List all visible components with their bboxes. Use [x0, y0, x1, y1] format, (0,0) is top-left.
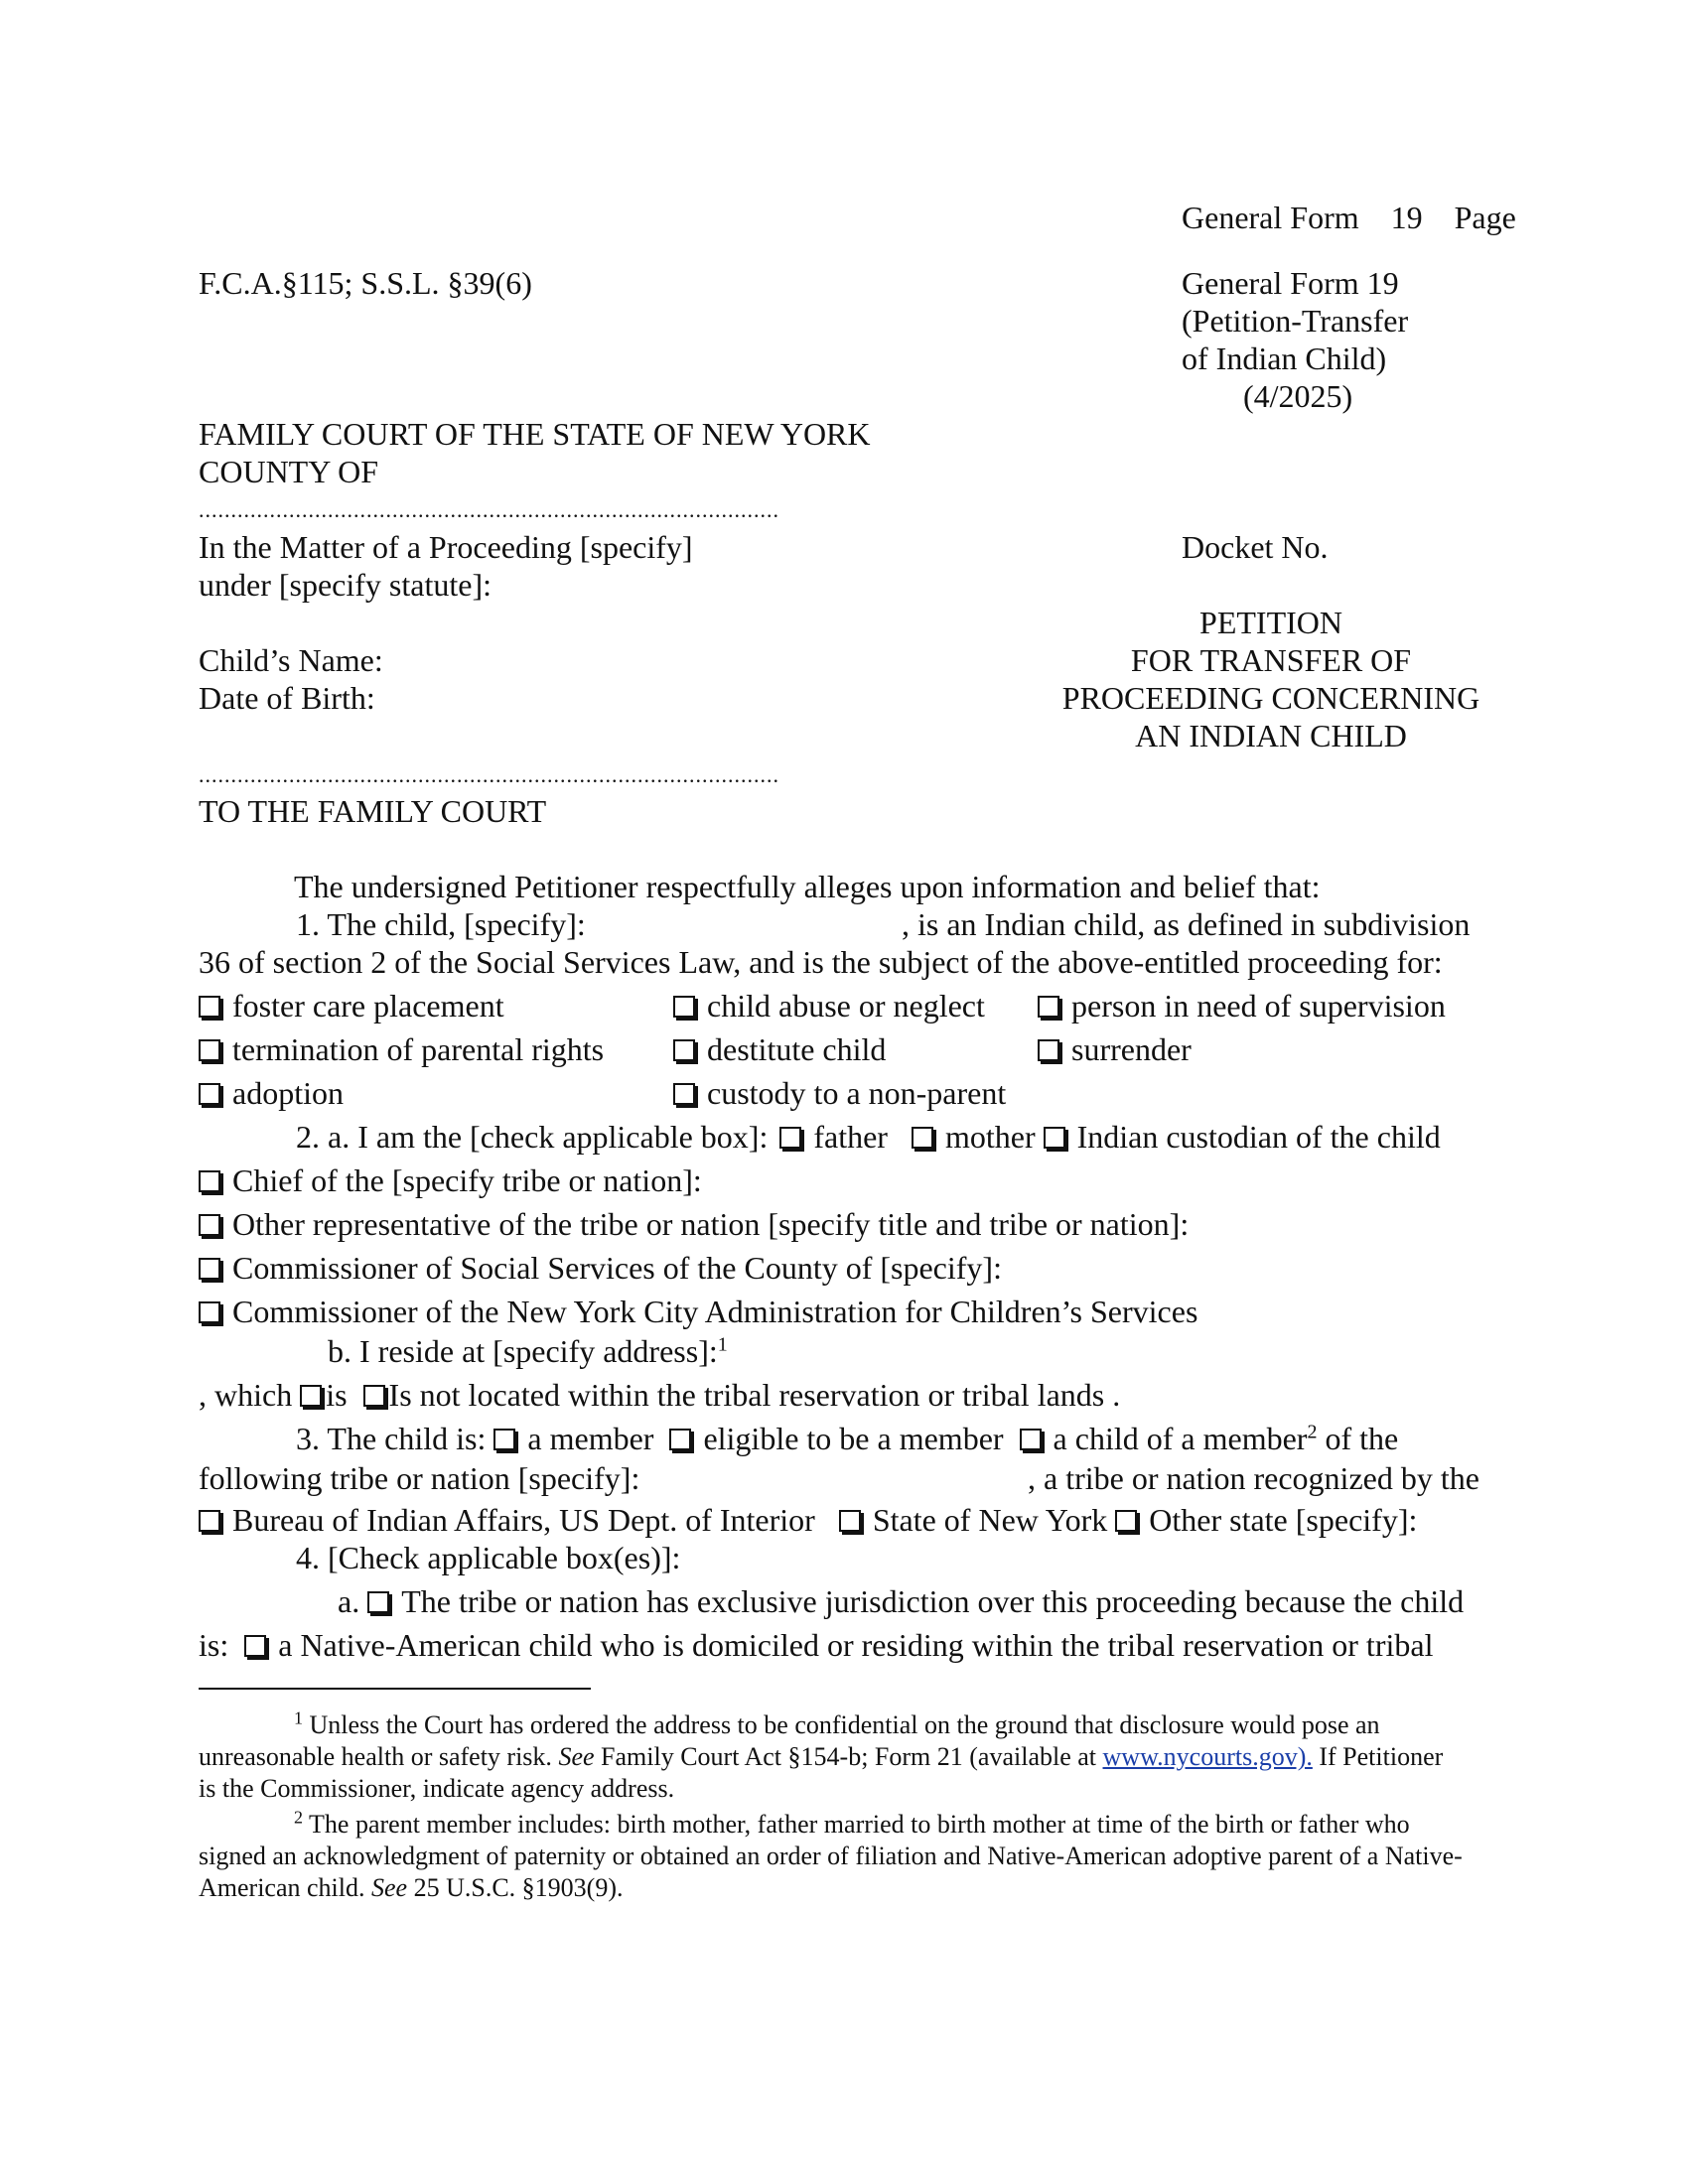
para2a	[296, 1118, 1441, 1156]
option-member: a member	[527, 1421, 654, 1456]
option-nys: State of New York	[872, 1502, 1108, 1538]
footnote-2-text-c: American child.	[199, 1873, 371, 1902]
is-text: is:	[199, 1627, 229, 1663]
petition-title-3: PROCEEDING CONCERNING	[1061, 680, 1480, 716]
checkbox-icon[interactable]	[912, 1127, 933, 1149]
option-child-of-member: a child of a member	[1053, 1421, 1308, 1456]
para4a-is	[199, 1626, 1433, 1664]
para4a-lead: a.	[338, 1583, 360, 1619]
nycourts-link[interactable]: www.nycourts.gov).	[1102, 1742, 1313, 1771]
option-other-rep[interactable]	[199, 1205, 1189, 1243]
footnote-ref-2: 2	[1307, 1421, 1318, 1443]
option-label: child abuse or neglect	[707, 988, 985, 1024]
checkbox-icon[interactable]	[673, 1039, 695, 1061]
checkbox-icon[interactable]	[669, 1429, 691, 1450]
footnote-1-text-d: If Petitioner	[1312, 1742, 1444, 1771]
option-eligible: eligible to be a member	[703, 1421, 1004, 1456]
form-title-line-3: of Indian Child)	[1182, 341, 1387, 376]
para1-lead: 1. The child, [specify]:	[296, 906, 586, 942]
checkbox-icon[interactable]	[839, 1510, 861, 1532]
footnote-1-line-2	[199, 1741, 1443, 1773]
footnote-2-text-a: The parent member includes: birth mother, father married to birth mother at time of the birth or father who	[303, 1810, 1410, 1839]
footnote-1-line-1	[294, 1709, 1380, 1741]
option-label: Other representative of the tribe or nation [specify title and tribe or nation]:	[232, 1206, 1190, 1242]
caption-dotted-rule: ..........................................................................................	[199, 499, 779, 521]
option-label: surrender	[1071, 1031, 1192, 1067]
option-child-abuse[interactable]	[673, 987, 985, 1024]
footnote-1-line-3: is the Commissioner, indicate agency address.	[199, 1774, 675, 1803]
option-destitute[interactable]	[673, 1030, 886, 1068]
para2a-lead: 2. a. I am the [check applicable box]:	[296, 1119, 769, 1155]
checkbox-icon[interactable]	[367, 1591, 389, 1613]
para3-recognizers	[199, 1501, 1417, 1539]
option-label: adoption	[232, 1075, 344, 1111]
para3-lead: 3. The child is:	[296, 1421, 487, 1456]
option-indian-custodian: Indian custodian of the child	[1076, 1119, 1441, 1155]
form-title-line-2: (Petition-Transfer	[1182, 303, 1409, 339]
footnote-1-number: 1	[294, 1707, 303, 1728]
matter-line-1: In the Matter of a Proceeding [specify]	[199, 529, 693, 565]
checkbox-icon[interactable]	[1044, 1127, 1065, 1149]
to-family-court: TO THE FAMILY COURT	[199, 793, 547, 829]
option-is-not: Is not located within the tribal reservation or tribal lands .	[388, 1377, 1121, 1413]
option-father: father	[813, 1119, 888, 1155]
option-nyc-commissioner[interactable]	[199, 1293, 1197, 1330]
checkbox-icon[interactable]	[199, 1170, 220, 1192]
of-the-text: of the	[1317, 1421, 1399, 1456]
caption-dotted-rule-2: ..........................................................................................	[199, 764, 779, 786]
checkbox-icon[interactable]	[1020, 1429, 1042, 1450]
checkbox-icon[interactable]	[1038, 1039, 1059, 1061]
footnote-1-text-b: unreasonable health or safety risk.	[199, 1742, 559, 1771]
option-mother: mother	[944, 1119, 1036, 1155]
para2b-location	[199, 1376, 1120, 1414]
option-label: Commissioner of Social Services of the County of [specify]:	[232, 1250, 1002, 1286]
petition-title-4: AN INDIAN CHILD	[1135, 718, 1407, 753]
para2b-text: b. I reside at [specify address]:	[328, 1333, 718, 1369]
child-name-label: Child’s Name:	[199, 642, 383, 678]
checkbox-icon[interactable]	[199, 996, 220, 1018]
petition-title-2: FOR TRANSFER OF	[1130, 642, 1412, 678]
option-tpr[interactable]	[199, 1030, 604, 1068]
matter-line-2: under [specify statute]:	[199, 567, 492, 603]
intro-text: The undersigned Petitioner respectfully alleges upon information and belief that:	[294, 869, 1321, 904]
para4a	[338, 1582, 1464, 1620]
see-signal: See	[558, 1742, 595, 1771]
option-is: is	[326, 1377, 348, 1413]
para3	[296, 1420, 1398, 1457]
option-chief[interactable]	[199, 1161, 702, 1199]
option-bia: Bureau of Indian Affairs, US Dept. of Interior	[232, 1502, 815, 1538]
form-reference	[1182, 199, 1516, 236]
statute-citation: F.C.A.§115; S.S.L. §39(6)	[199, 265, 532, 301]
footnote-ref-1: 1	[717, 1333, 728, 1356]
checkbox-icon[interactable]	[244, 1635, 266, 1657]
option-label: foster care placement	[232, 988, 504, 1024]
option-label: Commissioner of the New York City Administration for Children’s Services	[232, 1294, 1198, 1329]
footnote-divider	[199, 1688, 591, 1690]
footnote-1-text-c: Family Court Act §154-b; Form 21 (available at	[594, 1742, 1103, 1771]
checkbox-icon[interactable]	[673, 1083, 695, 1105]
checkbox-icon[interactable]	[779, 1127, 801, 1149]
option-custody[interactable]	[673, 1074, 1006, 1112]
checkbox-icon[interactable]	[673, 996, 695, 1018]
checkbox-icon[interactable]	[199, 1039, 220, 1061]
footnote-2-number: 2	[294, 1807, 303, 1828]
option-label: termination of parental rights	[232, 1031, 605, 1067]
checkbox-icon[interactable]	[493, 1429, 515, 1450]
option-other-state: Other state [specify]:	[1149, 1502, 1418, 1538]
footnote-2-line-1	[294, 1809, 1410, 1841]
form-title-line-1: General Form 19	[1182, 265, 1399, 301]
footnote-2-line-2: signed an acknowledgment of paternity or obtained an order of filiation and Native-American adoptive parent of a Native-	[199, 1842, 1463, 1870]
option-label: destitute child	[707, 1031, 887, 1067]
checkbox-icon[interactable]	[363, 1385, 385, 1407]
form-ref-label: General Form	[1182, 200, 1359, 235]
footnote-1-text-a: Unless the Court has ordered the address to be confidential on the ground that disclosure would pose an	[303, 1710, 1380, 1739]
para1-line-2: 36 of section 2 of the Social Services Law, and is the subject of the above-entitled proceeding for:	[199, 944, 1443, 980]
checkbox-icon[interactable]	[1038, 996, 1059, 1018]
footnote-2-line-3	[199, 1872, 624, 1904]
checkbox-icon[interactable]	[300, 1385, 322, 1407]
option-pins[interactable]	[1038, 987, 1446, 1024]
form-date: (4/2025)	[1243, 378, 1353, 414]
form-number: 19	[1390, 200, 1423, 235]
footnote-2-citation: 25 U.S.C. §1903(9).	[407, 1873, 624, 1902]
court-name: FAMILY COURT OF THE STATE OF NEW YORK	[199, 416, 871, 452]
para3-recognized: , a tribe or nation recognized by the	[1028, 1460, 1479, 1496]
checkbox-icon[interactable]	[199, 1258, 220, 1280]
docket-label: Docket No.	[1182, 529, 1329, 565]
dob-label: Date of Birth:	[199, 680, 375, 716]
checkbox-icon[interactable]	[199, 1083, 220, 1105]
page-label: Page	[1454, 200, 1516, 235]
checkbox-icon[interactable]	[199, 1214, 220, 1236]
option-commissioner[interactable]	[199, 1249, 1002, 1287]
option-adoption[interactable]	[199, 1074, 344, 1112]
which-text: , which	[199, 1377, 293, 1413]
para3-following: following tribe or nation [specify]:	[199, 1460, 640, 1496]
option-foster-care[interactable]	[199, 987, 504, 1024]
option-label: custody to a non-parent	[707, 1075, 1007, 1111]
option-label: Chief of the [specify tribe or nation]:	[232, 1162, 702, 1198]
petition-title-1: PETITION	[1199, 605, 1342, 640]
para1-continued: , is an Indian child, as defined in subdivision	[902, 906, 1471, 942]
checkbox-icon[interactable]	[199, 1301, 220, 1323]
county-label: COUNTY OF	[199, 454, 379, 489]
option-label: person in need of supervision	[1071, 988, 1446, 1024]
para4a-text: The tribe or nation has exclusive jurisdiction over this proceeding because the child	[401, 1583, 1465, 1619]
para4: 4. [Check applicable box(es)]:	[296, 1540, 681, 1575]
checkbox-icon[interactable]	[1115, 1510, 1137, 1532]
checkbox-icon[interactable]	[199, 1510, 220, 1532]
option-native-american: a Native-American child who is domiciled or residing within the tribal reservation or tribal	[278, 1627, 1434, 1663]
para2b	[328, 1332, 728, 1370]
see-signal: See	[371, 1873, 408, 1902]
option-surrender[interactable]	[1038, 1030, 1192, 1068]
